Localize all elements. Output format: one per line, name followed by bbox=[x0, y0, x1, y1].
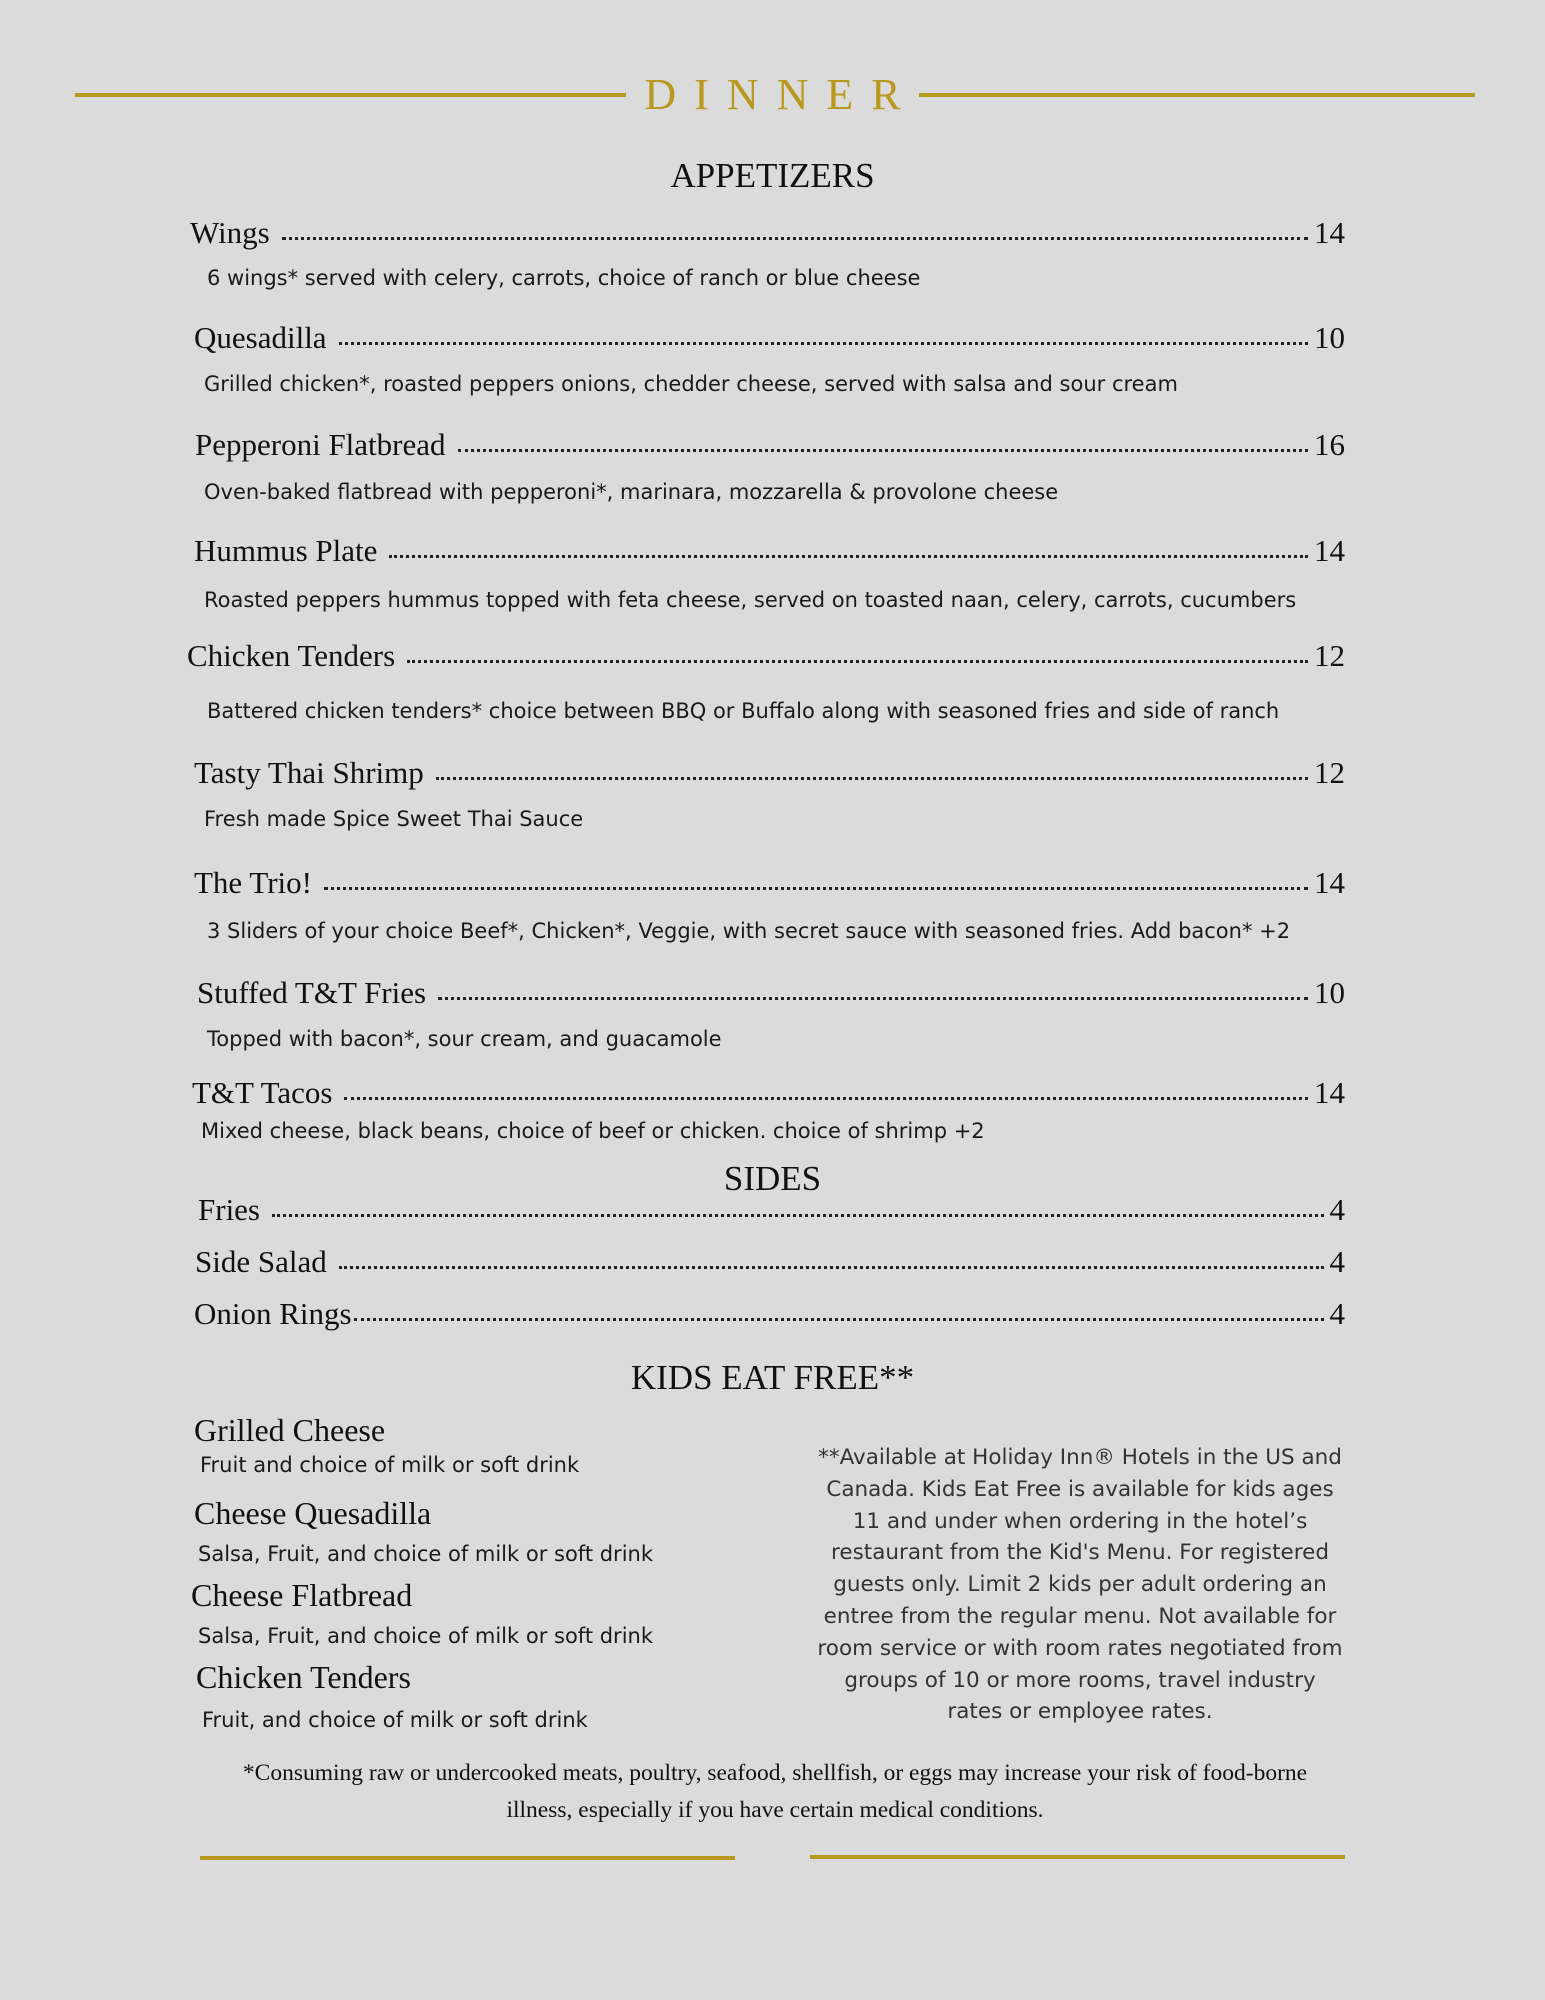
item-price: 10 bbox=[1314, 975, 1345, 1010]
item-description: Topped with bacon*, sour cream, and guacamole bbox=[207, 1027, 722, 1051]
menu-item-the-trio bbox=[194, 865, 1345, 905]
dot-leader bbox=[354, 1318, 1324, 1321]
side-item-fries bbox=[198, 1192, 1345, 1232]
dot-leader bbox=[282, 237, 1308, 240]
item-description: Mixed cheese, black beans, choice of beef or chicken. choice of shrimp +2 bbox=[201, 1119, 985, 1143]
kids-item-description: Fruit, and choice of milk or soft drink bbox=[202, 1708, 588, 1732]
item-name: Hummus Plate bbox=[194, 533, 378, 568]
item-price: 14 bbox=[1314, 215, 1345, 250]
kids-item-cheese-quesadilla: Cheese Quesadilla bbox=[194, 1495, 432, 1531]
item-description: Oven-baked flatbread with pepperoni*, marinara, mozzarella & provolone cheese bbox=[204, 480, 1059, 504]
dot-leader bbox=[438, 997, 1308, 1000]
dot-leader bbox=[407, 660, 1308, 663]
food-safety-disclaimer: *Consuming raw or undercooked meats, poultry, seafood, shellfish, or eggs may increase your risk of food-borne illness, especially if you have certain medical conditions. bbox=[242, 1760, 1308, 1823]
item-price: 12 bbox=[1314, 638, 1345, 673]
item-price: 4 bbox=[1329, 1244, 1345, 1279]
item-price: 4 bbox=[1329, 1192, 1345, 1227]
menu-item-wings bbox=[190, 215, 1345, 255]
kids-item-description: Salsa, Fruit, and choice of milk or soft drink bbox=[198, 1624, 653, 1648]
footer-rule-left bbox=[200, 1856, 735, 1860]
kids-heading: KIDS EAT FREE** bbox=[630, 1358, 915, 1397]
menu-item-stuffed-tt-fries bbox=[197, 975, 1345, 1015]
item-price: 4 bbox=[1329, 1296, 1345, 1331]
item-price: 12 bbox=[1314, 755, 1345, 790]
menu-item-quesadilla bbox=[194, 320, 1345, 360]
kids-item-chicken-tenders: Chicken Tenders bbox=[196, 1659, 411, 1695]
side-item-onion-rings bbox=[194, 1296, 1345, 1336]
item-price: 10 bbox=[1314, 320, 1345, 355]
kids-item-description: Salsa, Fruit, and choice of milk or soft drink bbox=[198, 1542, 653, 1566]
menu-title bbox=[0, 70, 1545, 120]
kids-eat-free-note: **Available at Holiday Inn® Hotels in the US and Canada. Kids Eat Free is available for kids ages 11 and under when ordering in the hotel’s restaurant from the Kid's Menu. For registered guests only. Limit 2 kids per adult ordering an entree from the regular menu. Not available for room service or with room rates negotiated from groups of 10 or more rooms, travel industry rates or employee rates. bbox=[817, 1445, 1343, 1725]
item-price: 14 bbox=[1314, 1075, 1345, 1110]
item-description: Grilled chicken*, roasted peppers onions, chedder cheese, served with salsa and sour cream bbox=[204, 372, 1178, 396]
kids-item-cheese-flatbread: Cheese Flatbread bbox=[191, 1577, 413, 1613]
item-name: T&T Tacos bbox=[192, 1075, 333, 1110]
dot-leader bbox=[339, 1266, 1324, 1269]
item-name: Stuffed T&T Fries bbox=[197, 975, 427, 1010]
menu-item-pepperoni-flatbread bbox=[195, 427, 1345, 467]
dot-leader bbox=[344, 1097, 1308, 1100]
item-name: Wings bbox=[190, 215, 270, 250]
dot-leader bbox=[272, 1214, 1324, 1217]
footer-rule-right bbox=[810, 1855, 1345, 1859]
dot-leader bbox=[458, 449, 1308, 452]
menu-item-chicken-tenders bbox=[187, 638, 1345, 678]
side-item-side-salad bbox=[195, 1244, 1345, 1284]
item-name: Quesadilla bbox=[194, 320, 327, 355]
menu-item-tasty-thai-shrimp bbox=[194, 755, 1345, 795]
item-name: Fries bbox=[198, 1192, 260, 1227]
item-name: Side Salad bbox=[195, 1244, 327, 1279]
kids-item-description: Fruit and choice of milk or soft drink bbox=[200, 1453, 580, 1477]
item-description: Roasted peppers hummus topped with feta cheese, served on toasted naan, celery, carrots, cucumbers bbox=[204, 588, 1297, 612]
dot-leader bbox=[324, 887, 1308, 890]
appetizers-heading: APPETIZERS bbox=[670, 156, 875, 195]
item-name: The Trio! bbox=[194, 865, 312, 900]
menu-item-hummus-plate bbox=[194, 533, 1345, 573]
item-price: 14 bbox=[1314, 865, 1345, 900]
item-price: 14 bbox=[1314, 533, 1345, 568]
kids-item-grilled-cheese: Grilled Cheese bbox=[194, 1412, 386, 1448]
item-description: 6 wings* served with celery, carrots, choice of ranch or blue cheese bbox=[207, 266, 921, 290]
dot-leader bbox=[436, 777, 1308, 780]
item-name: Tasty Thai Shrimp bbox=[194, 755, 424, 790]
item-name: Onion Rings bbox=[194, 1296, 352, 1331]
dot-leader bbox=[389, 555, 1308, 558]
sides-heading: SIDES bbox=[723, 1159, 822, 1198]
dot-leader bbox=[339, 342, 1308, 345]
item-description: Battered chicken tenders* choice between BBQ or Buffalo along with seasoned fries and side of ranch bbox=[207, 699, 1280, 723]
item-name: Pepperoni Flatbread bbox=[195, 427, 446, 462]
item-price: 16 bbox=[1314, 427, 1345, 462]
item-description: Fresh made Spice Sweet Thai Sauce bbox=[204, 807, 584, 831]
menu-title-text: DINNER bbox=[626, 70, 918, 120]
menu-item-tt-tacos bbox=[192, 1075, 1345, 1115]
item-description: 3 Sliders of your choice Beef*, Chicken*, Veggie, with secret sauce with seasoned fries. Add bacon* +2 bbox=[207, 919, 1291, 943]
item-name: Chicken Tenders bbox=[187, 638, 396, 673]
